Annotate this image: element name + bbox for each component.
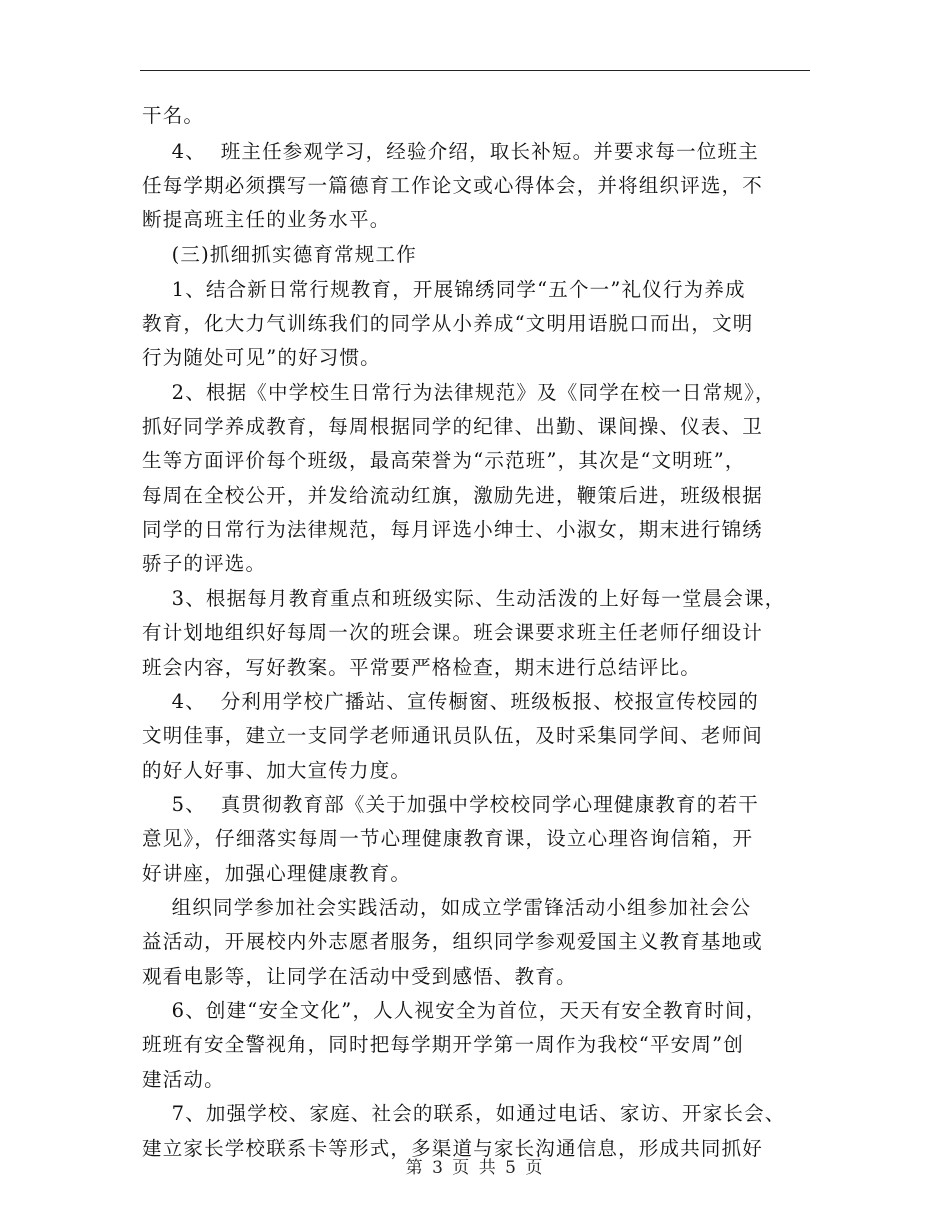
- text-line: 干名。: [142, 104, 205, 127]
- text-line: 组织同学参加社会实践活动，如成立学雷锋活动小组参加社会公: [142, 896, 752, 919]
- text-line: 1、结合新日常行规教育，开展锦绣同学“五个一”礼仪行为养成: [142, 278, 746, 301]
- text-line: 建活动。: [142, 1068, 225, 1091]
- text-line: 文明佳事，建立一支同学老师通讯员队伍，及时采集同学间、老师间: [142, 724, 764, 747]
- text-line: 好讲座，加强心理健康教育。: [142, 862, 412, 885]
- text-line: 生等方面评价每个班级，最高荣誉为“示范班”，其次是“文明班”，: [142, 449, 746, 472]
- text-line: 任每学期必须撰写一篇德育工作论文或心得体会，并将组织评选，不: [142, 174, 764, 197]
- text-line: 2、根据《中学校生日常行为法律规范》及《同学在校一日常规》，: [142, 381, 776, 404]
- text-line: 建立家长学校联系卡等形式，多渠道与家长沟通信息，形成共同抓好: [142, 1137, 764, 1160]
- text-line: 教育，化大力气训练我们的同学从小养成“文明用语脱口而出，文明: [142, 312, 754, 335]
- text-line: 同学的日常行为法律规范，每月评选小绅士、小淑女，期末进行锦绣: [142, 518, 764, 541]
- text-line: 断提高班主任的业务水平。: [142, 208, 391, 231]
- text-line: 骄子的评选。: [142, 552, 267, 575]
- text-line: 7、加强学校、家庭、社会的联系，如通过电话、家访、开家长会、: [142, 1102, 786, 1125]
- text-line: 班会内容，写好教案。平常要严格检查，期末进行总结评比。: [142, 656, 701, 679]
- text-line: 班班有安全警视角，同时把每学期开学第一周作为我校“平安周”创: [142, 1033, 744, 1056]
- text-line: 观看电影等，让同学在活动中受到感悟、教育。: [142, 965, 577, 988]
- text-line: 每周在全校公开，并发给流动红旗，激励先进，鞭策后进，班级根据: [142, 484, 764, 507]
- text-line: 3、根据每月教育重点和班级实际、生动活泼的上好每一堂晨会课，: [142, 587, 786, 610]
- text-line: 的好人好事、加大宣传力度。: [142, 759, 412, 782]
- text-line: 行为随处可见”的好习惯。: [142, 346, 381, 369]
- text-line: 意见》，仔细落实每周一节心理健康教育课，设立心理咨询信箱，开: [142, 827, 754, 850]
- header-rule: [140, 70, 810, 71]
- text-line: 6、创建“安全文化”，人人视安全为首位，天天有安全教育时间，: [142, 999, 767, 1022]
- page-number-footer: 第 3 页 共 5 页: [405, 1158, 545, 1178]
- text-line: 抓好同学养成教育，每周根据同学的纪律、出勤、课间操、仪表、卫: [142, 415, 764, 438]
- text-line: 益活动，开展校内外志愿者服务，组织同学参观爱国主义教育基地或: [142, 930, 764, 953]
- text-line: 5、 真贯彻教育部《关于加强中学校校同学心理健康教育的若干: [142, 793, 759, 816]
- text-line: 4、 分利用学校广播站、宣传橱窗、班级板报、校报宣传校园的: [142, 690, 759, 713]
- section-heading: (三)抓细抓实德育常规工作: [142, 243, 417, 266]
- text-line: 有计划地组织好每周一次的班会课。班会课要求班主任老师仔细设计: [142, 621, 764, 644]
- text-line: 4、 班主任参观学习，经验介绍，取长补短。并要求每一位班主: [142, 140, 759, 163]
